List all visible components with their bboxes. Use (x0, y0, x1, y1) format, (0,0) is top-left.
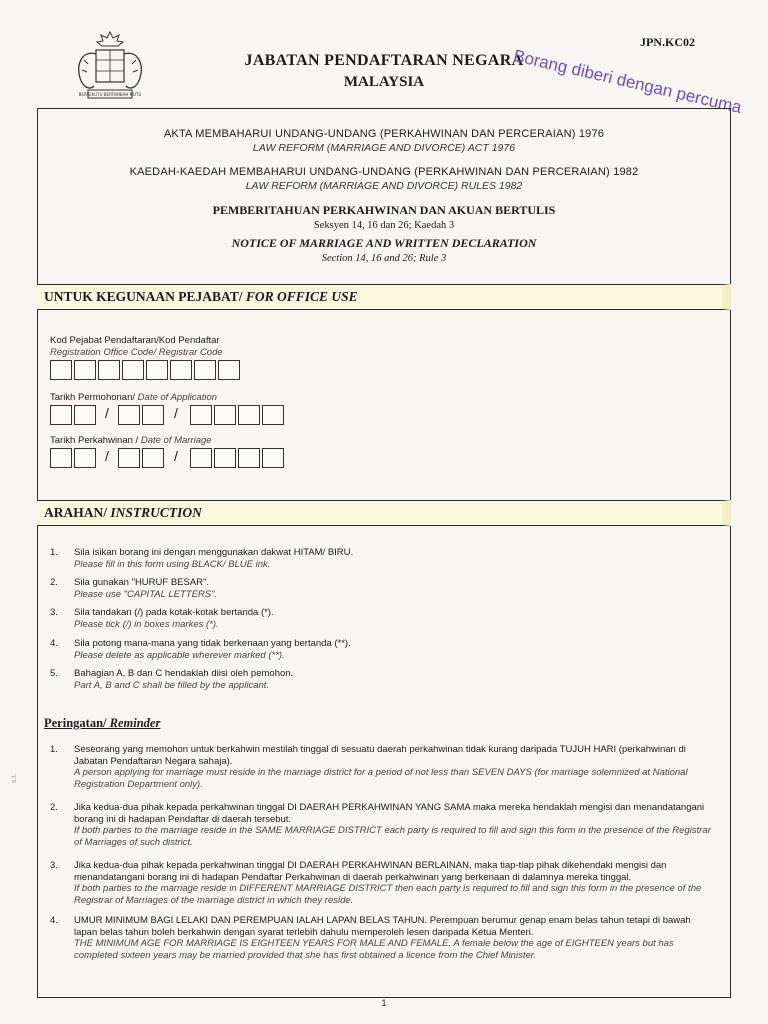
application-month-box[interactable] (142, 405, 164, 425)
office-code-box[interactable] (122, 360, 144, 380)
notice-title-en-block (37, 236, 731, 264)
crest-motto: BERSEKUTU BERTAMBAH MUTU (78, 92, 142, 97)
instruction-text-ms: Sila potong mana-mana yang tidak berkenaan yang bertanda (**). (74, 638, 351, 649)
date-separator: / (174, 405, 178, 421)
act-title-ms: AKTA MEMBAHARUI UNDANG-UNDANG (PERKAHWINAN DAN PERCERAIAN) 1976 (163, 128, 605, 140)
instruction-text-ms: Sila tandakan (/) pada kotak-kotak bertanda (*). (74, 607, 274, 618)
marriage-day-box[interactable] (50, 448, 72, 468)
notice-title-ms: PEMBERITAHUAN PERKAHWINAN DAN AKUAN BERTULIS (212, 203, 556, 217)
section-ms: Seksyen 14, 16 dan 26; Kaedah 3 (313, 220, 455, 231)
agency-name: JABATAN PENDAFTARAN NEGARA (244, 52, 524, 69)
instruction-title-en: INSTRUCTION (107, 505, 202, 520)
instruction-item (50, 577, 710, 600)
rules-reference (37, 166, 731, 192)
marriage-year-box[interactable] (190, 448, 212, 468)
date-separator: / (105, 448, 109, 464)
office-use-title-en: FOR OFFICE USE (242, 289, 358, 304)
instruction-item (50, 547, 710, 570)
application-day-box[interactable] (50, 405, 72, 425)
application-year-boxes (190, 405, 286, 425)
rules-title-ms: KAEDAH-KAEDAH MEMBAHARUI UNDANG-UNDANG (PERKAHWINAN DAN PERCERAIAN) 1982 (129, 166, 639, 178)
instruction-text-ms: Sila gunakan "HURUF BESAR". (74, 577, 210, 588)
application-year-box[interactable] (190, 405, 212, 425)
office-code-label-ms: Kod Pejabat Pendaftaran/Kod Pendaftar (50, 335, 220, 346)
reminder-text-ms: UMUR MINIMUM BAGI LELAKI DAN PEREMPUAN IALAH LAPAN BELAS TAHUN. Perempuan berumur genap enam belas tahun tetapi di bawah lapan belas tahun boleh berkahwin dengan syarat terlebih dahulu memperoleh lesen daripada Ketua Menteri. (74, 915, 691, 938)
marriage-year-box[interactable] (214, 448, 236, 468)
instruction-title-ms: ARAHAN/ (44, 505, 107, 520)
margin-mark: s.t. (11, 773, 19, 784)
reminder-number: 3. (50, 860, 58, 871)
marriage-date-label (50, 435, 212, 447)
instruction-text-en: Please use "CAPITAL LETTERS". (74, 588, 218, 600)
reminder-text-en: If both parties to the marriage reside in DIFFERENT MARRIAGE DISTRICT then each party is required to fill and sign this form in the presence of the Registrar of Marriages of the marriage district in which they reside. (74, 883, 702, 906)
reminder-text-en: THE MINIMUM AGE FOR MARRIAGE IS EIGHTEEN YEARS FOR MALE AND FEMALE. A female below the age of EIGHTEEN years but has completed sixteen years may be married provided that she has first obtained a licence from the Chief Minister. (74, 938, 674, 961)
date-separator: / (174, 448, 178, 464)
reminder-number: 2. (50, 802, 58, 813)
instruction-text-en: Please tick (/) in boxes markes (*). (74, 618, 219, 630)
notice-title-en: NOTICE OF MARRIAGE AND WRITTEN DECLARATION (231, 236, 537, 250)
date-separator: / (105, 405, 109, 421)
marriage-day-box[interactable] (74, 448, 96, 468)
reminder-text-en: A person applying for marriage must reside in the marriage district for a period of not less than SEVEN DAYS (for marriage solemnized at National Registration Department only). (74, 767, 688, 790)
office-code-box[interactable] (50, 360, 72, 380)
reminder-item (50, 802, 715, 848)
marriage-year-box[interactable] (262, 448, 284, 468)
marriage-month-box[interactable] (118, 448, 140, 468)
office-code-boxes (50, 360, 242, 380)
marriage-date-label-en: Date of Marriage (138, 435, 212, 446)
reminder-title (44, 716, 160, 731)
instruction-number: 5. (50, 668, 58, 679)
marriage-date-label-ms: Tarikh Perkahwinan / (50, 435, 139, 446)
application-year-box[interactable] (262, 405, 284, 425)
instruction-item (50, 607, 710, 630)
office-use-header (37, 284, 731, 310)
instruction-text-en: Please fill in this form using BLACK/ BLUE ink. (74, 558, 271, 570)
marriage-month-boxes (118, 448, 166, 468)
office-code-box[interactable] (98, 360, 120, 380)
reminder-number: 4. (50, 915, 58, 926)
act-title-en: LAW REFORM (MARRIAGE AND DIVORCE) ACT 1976 (252, 142, 516, 154)
agency-country: MALAYSIA (343, 74, 425, 90)
application-day-box[interactable] (74, 405, 96, 425)
reminder-text-ms: Jika kedua-dua pihak kepada perkahwinan tinggal DI DAERAH PERKAHWINAN BERLAINAN, maka tiap-tiap pihak dikehendaki mengisi dan menandatangani borang ini di hadapan Pendaftar Perkahwinan di daerah perkahwinan yang berkenaan di dalamnya mereka tinggal. (74, 860, 667, 883)
application-month-box[interactable] (118, 405, 140, 425)
marriage-month-box[interactable] (142, 448, 164, 468)
application-day-boxes (50, 405, 98, 425)
office-code-box[interactable] (170, 360, 192, 380)
page-number: 1 (381, 998, 387, 1008)
instruction-number: 4. (50, 638, 58, 649)
office-code-box[interactable] (194, 360, 216, 380)
free-form-stamp: Borang diberi dengan percuma (511, 46, 744, 118)
office-code-label (50, 335, 223, 359)
instruction-text-ms: Sila isikan borang ini dengan menggunakan dakwat HITAM/ BIRU. (74, 547, 354, 558)
instruction-item (50, 638, 710, 661)
instruction-text-en: Part A, B and C shall be filled by the applicant. (74, 679, 270, 691)
application-date-label (50, 392, 217, 404)
marriage-year-boxes (190, 448, 286, 468)
notice-title-block (37, 203, 731, 231)
section-en: Section 14, 16 and 26; Rule 3 (321, 253, 447, 264)
application-date-label-ms: Tarikh Permohonan/ (50, 392, 136, 403)
reminder-text-ms: Jika kedua-dua pihak kepada perkahwinan tinggal DI DAERAH PERKAHWINAN YANG SAMA maka mereka hendaklah mengisi dan menandatangani borang ini di hadapan Pendaftar di daerah tersebut. (74, 802, 705, 825)
reminder-title-en: Reminder (106, 716, 161, 730)
application-year-box[interactable] (238, 405, 260, 425)
instruction-number: 2. (50, 577, 58, 588)
office-code-box[interactable] (74, 360, 96, 380)
instruction-number: 3. (50, 607, 58, 618)
application-date-label-en: Date of Application (135, 392, 218, 403)
marriage-year-box[interactable] (238, 448, 260, 468)
reminder-text-ms: Seseorang yang memohon untuk berkahwin mestilah tinggal di sesuatu daerah perkahwinan tidak kurang daripada TUJUH HARI (perkahwinan di Jabatan Pendaftaran Negara sahaja). (74, 744, 686, 767)
instruction-text-en: Please delete as applicable wherever marked (**). (74, 649, 285, 661)
rules-title-en: LAW REFORM (MARRIAGE AND DIVORCE) RULES 1982 (245, 180, 523, 192)
reminder-number: 1. (50, 744, 58, 755)
instruction-item (50, 668, 710, 691)
office-code-box[interactable] (218, 360, 240, 380)
office-code-box[interactable] (146, 360, 168, 380)
instruction-number: 1. (50, 547, 58, 558)
reminder-item (50, 744, 715, 790)
application-year-box[interactable] (214, 405, 236, 425)
reminder-title-ms: Peringatan/ (44, 716, 107, 730)
reminder-text-en: If both parties to the marriage reside in the SAME MARRIAGE DISTRICT each party is required to fill and sign this form in the presence of the Registrar of Marriages of such district. (74, 825, 711, 848)
form-code: JPN.KC02 (640, 35, 695, 49)
office-use-title-ms: UNTUK KEGUNAAN PEJABAT/ (44, 289, 243, 304)
office-code-label-en: Registration Office Code/ Registrar Code (50, 347, 223, 358)
application-month-boxes (118, 405, 166, 425)
act-reference (37, 128, 731, 154)
marriage-day-boxes (50, 448, 98, 468)
reminder-item (50, 860, 715, 906)
instruction-header (37, 500, 731, 526)
instruction-text-ms: Bahagian A, B dan C hendaklah diisi oleh pemohon. (74, 668, 294, 679)
reminder-item (50, 915, 715, 961)
